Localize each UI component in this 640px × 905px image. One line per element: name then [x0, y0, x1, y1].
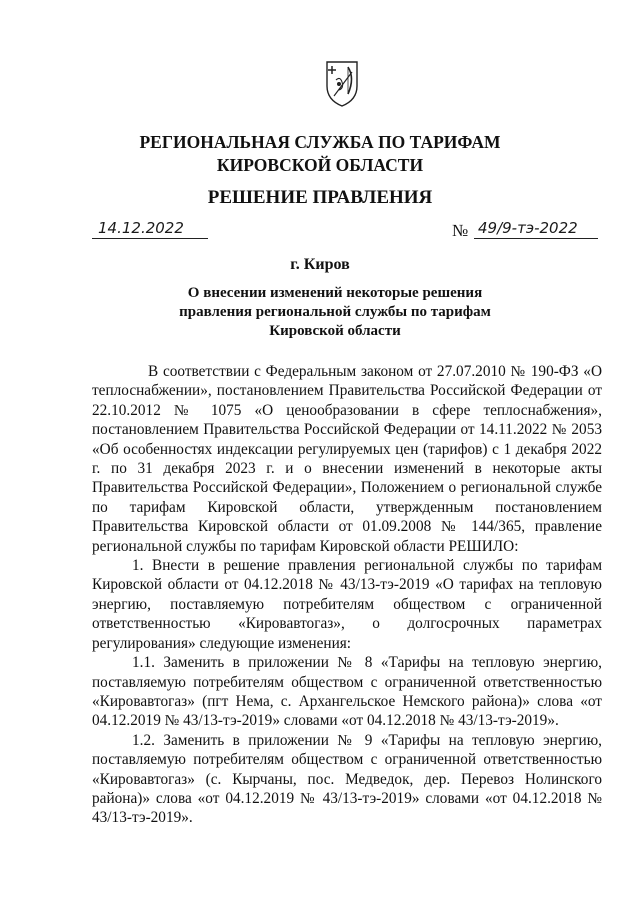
organization-name-line1: РЕГИОНАЛЬНАЯ СЛУЖБА ПО ТАРИФАМ	[139, 132, 501, 152]
clause-1-1-paragraph: 1.1. Заменить в приложении № 8 «Тарифы на тепловую энергию, поставляемую потребителям обществом с ограниченной ответственностью «Кировавтогаз» (пгт Нема, с. Архангельское Немского района)» слова «от 04.12.2019 № 43/13-тэ-2019» словами «от 04.12.2018 № 43/13-тэ-2019».	[92, 654, 602, 730]
subject-line3: Кировской области	[269, 323, 401, 339]
document-title: РЕШЕНИЕ ПРАВЛЕНИЯ	[207, 187, 433, 208]
organization-name-line2: КИРОВСКОЙ ОБЛАСТИ	[216, 155, 424, 175]
number-underline	[474, 238, 598, 239]
decision-date: 14.12.2022	[98, 219, 184, 237]
decision-subject	[150, 284, 520, 341]
kirov-coat-of-arms-icon	[322, 58, 362, 108]
date-underline	[92, 238, 208, 239]
document-body	[92, 362, 602, 828]
clause-1-2-paragraph: 1.2. Заменить в приложении № 9 «Тарифы на тепловую энергию, поставляемую потребителям обществом с ограниченной ответственностью «Кировавтогаз» (с. Кырчаны, пос. Медведок, дер. Перевоз Нолинского района)» слова «от 04.12.2019 № 43/13-тэ-2019» словами «от 04.12.2018 № 43/13-тэ-2019».	[92, 731, 602, 827]
clause-1-paragraph: 1. Внести в решение правления региональной службы по тарифам Кировской области от 04.12.2018 № 43/13-тэ-2019 «О тарифах на тепловую энергию, поставляемую потребителям обществом с ограниченной ответственностью «Кировавтогаз», о долгосрочных параметрах регулирования» следующие изменения:	[92, 557, 602, 652]
number-sign: №	[452, 221, 469, 240]
subject-line1: О внесении изменений некоторые решения	[187, 285, 483, 301]
decision-number: 49/9-тэ-2022	[478, 219, 578, 237]
city-name: г. Киров	[290, 256, 350, 273]
preamble-paragraph: В соответствии с Федеральным законом от 27.07.2010 № 190-ФЗ «О теплоснабжении», постановлением Правительства Российской Федерации от 22.10.2012 № 1075 «О ценообразовании в сфере теплоснабжения», постановлением Правительства Российской Федерации от 14.11.2022 № 2053 «Об особенностях индексации регулируемых цен (тарифов) с 1 декабря 2022 г. по 31 декабря 2023 г. и о внесении изменений в некоторые акты Правительства Российской Федерации», Положением о региональной службе по тарифам Кировской области, утвержденным постановлением Правительства Кировской области от 01.09.2008 № 144/365, правление региональной службы по тарифам Кировской области РЕШИЛО:	[92, 363, 602, 555]
subject-line2: правления региональной службы по тарифам	[179, 304, 491, 320]
